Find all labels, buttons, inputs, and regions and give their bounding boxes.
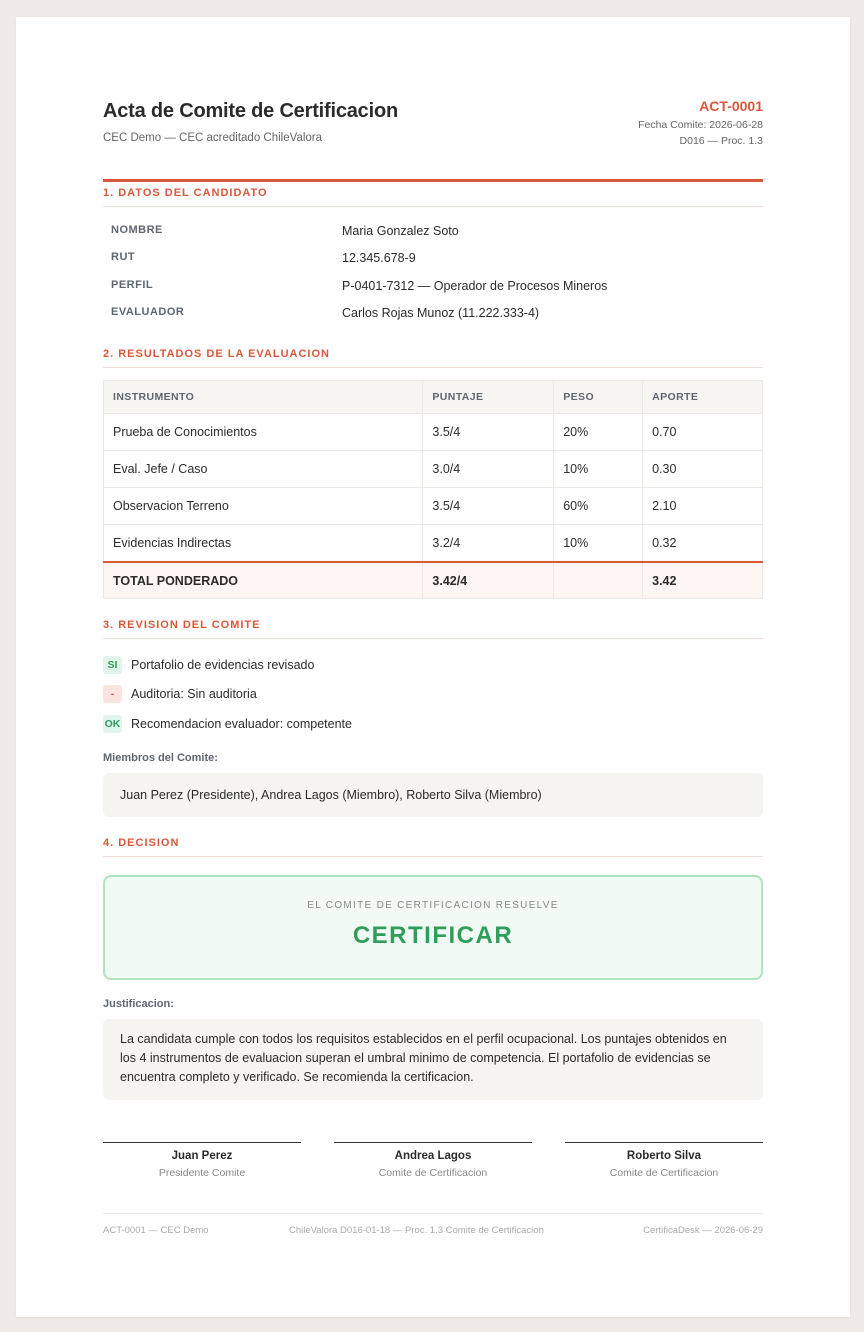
signature-block-president: [103, 1142, 301, 1179]
section-results-title: 2. RESULTADOS DE LA EVALUACION: [103, 348, 763, 368]
table-cell: 0.30: [643, 451, 763, 488]
table-cell: 3.2/4: [423, 525, 554, 563]
decision-value: CERTIFICAR: [352, 922, 514, 949]
field-value-rut: 12.345.678-9: [342, 251, 416, 265]
footer-right: CertificaDesk — 2026-06-29: [643, 1225, 763, 1236]
footer-center: ChileValora D016-01-18 — Proc. 1.3 Comite de Certificacion: [289, 1225, 544, 1236]
check-ok-badge: OK: [103, 715, 122, 733]
column-header: APORTE: [643, 381, 763, 414]
column-header: INSTRUMENTO: [104, 381, 423, 414]
signature-role: Presidente Comite: [158, 1167, 246, 1179]
committee-members-box: Juan Perez (Presidente), Andrea Lagos (Miembro), Roberto Silva (Miembro): [103, 773, 763, 817]
table-total-row: [104, 562, 763, 599]
table-cell: Prueba de Conocimientos: [104, 414, 423, 451]
field-value-name: Maria Gonzalez Soto: [342, 224, 459, 238]
table-cell: 2.10: [643, 488, 763, 525]
check-text: Auditoria: Sin auditoria: [131, 687, 257, 701]
table-cell: 0.32: [643, 525, 763, 563]
signature-block-member: [565, 1142, 763, 1179]
justification-box: La candidata cumple con todos los requisitos establecidos en el perfil ocupacional. Los puntajes obtenidos en los 4 instrumentos de evaluacion superan el umbral minimo de competencia. El portafolio de evidencias se encuentra completo y verificado. Se recomienda la certificacion.: [103, 1019, 763, 1100]
signature-name: Juan Perez: [171, 1150, 233, 1162]
document-footer: [103, 1213, 763, 1236]
field-label-evaluator: EVALUADOR: [111, 306, 185, 318]
table-cell: 10%: [554, 525, 643, 563]
document-title: Acta de Comite de Certificacion: [103, 100, 398, 122]
act-code: ACT-0001: [699, 98, 763, 114]
table-row: [104, 525, 763, 563]
check-item-audit: [103, 685, 257, 703]
column-header: PUNTAJE: [423, 381, 554, 414]
table-header-row: [104, 381, 763, 414]
column-header: PESO: [554, 381, 643, 414]
justification-label: Justificacion:: [103, 998, 174, 1010]
field-label-name: NOMBRE: [111, 224, 163, 236]
signature-block-member: [334, 1142, 532, 1179]
signature-role: Comite de Certificacion: [609, 1167, 719, 1179]
document-header: [103, 17, 763, 182]
procedure-reference: D016 — Proc. 1.3: [679, 135, 763, 147]
table-cell: 3.5/4: [423, 488, 554, 525]
check-yes-badge: SI: [103, 656, 122, 674]
check-text: Portafolio de evidencias revisado: [131, 658, 315, 672]
section-decision-title: 4. DECISION: [103, 837, 763, 857]
total-label: TOTAL PONDERADO: [104, 562, 423, 599]
section-review-title: 3. REVISION DEL COMITE: [103, 619, 763, 639]
total-weight: [554, 562, 643, 599]
table-cell: Eval. Jefe / Caso: [104, 451, 423, 488]
field-value-profile: P-0401-7312 — Operador de Procesos Mineros: [342, 279, 608, 293]
field-value-evaluator: Carlos Rojas Munoz (11.222.333-4): [342, 306, 540, 320]
document-subtitle: CEC Demo — CEC acreditado ChileValora: [103, 132, 323, 144]
committee-members-label: Miembros del Comite:: [103, 752, 218, 764]
footer-left: ACT-0001 — CEC Demo: [103, 1225, 209, 1236]
table-cell: 0.70: [643, 414, 763, 451]
check-item-recommendation: [103, 715, 352, 733]
table-row: [104, 488, 763, 525]
check-none-badge: -: [103, 685, 122, 703]
table-cell: 20%: [554, 414, 643, 451]
table-row: [104, 414, 763, 451]
decision-label: EL COMITE DE CERTIFICACION RESUELVE: [307, 900, 559, 911]
check-text: Recomendacion evaluador: competente: [131, 717, 352, 731]
table-cell: 3.5/4: [423, 414, 554, 451]
decision-box: [103, 875, 763, 980]
table-cell: 60%: [554, 488, 643, 525]
results-table: [103, 380, 763, 599]
committee-date: Fecha Comite: 2026-06-28: [638, 119, 763, 131]
document-page: [16, 17, 850, 1317]
field-label-rut: RUT: [111, 251, 136, 263]
signature-name: Andrea Lagos: [394, 1150, 472, 1162]
table-row: [104, 451, 763, 488]
section-candidate-title: 1. DATOS DEL CANDIDATO: [103, 187, 763, 207]
table-cell: Evidencias Indirectas: [104, 525, 423, 563]
table-cell: 3.0/4: [423, 451, 554, 488]
signature-role: Comite de Certificacion: [378, 1167, 488, 1179]
field-label-profile: PERFIL: [111, 279, 154, 291]
table-cell: Observacion Terreno: [104, 488, 423, 525]
document-content: [103, 17, 763, 1236]
signature-name: Roberto Silva: [626, 1150, 702, 1162]
total-contribution: 3.42: [643, 562, 763, 599]
check-item-portfolio: [103, 656, 314, 674]
total-score: 3.42/4: [423, 562, 554, 599]
table-cell: 10%: [554, 451, 643, 488]
